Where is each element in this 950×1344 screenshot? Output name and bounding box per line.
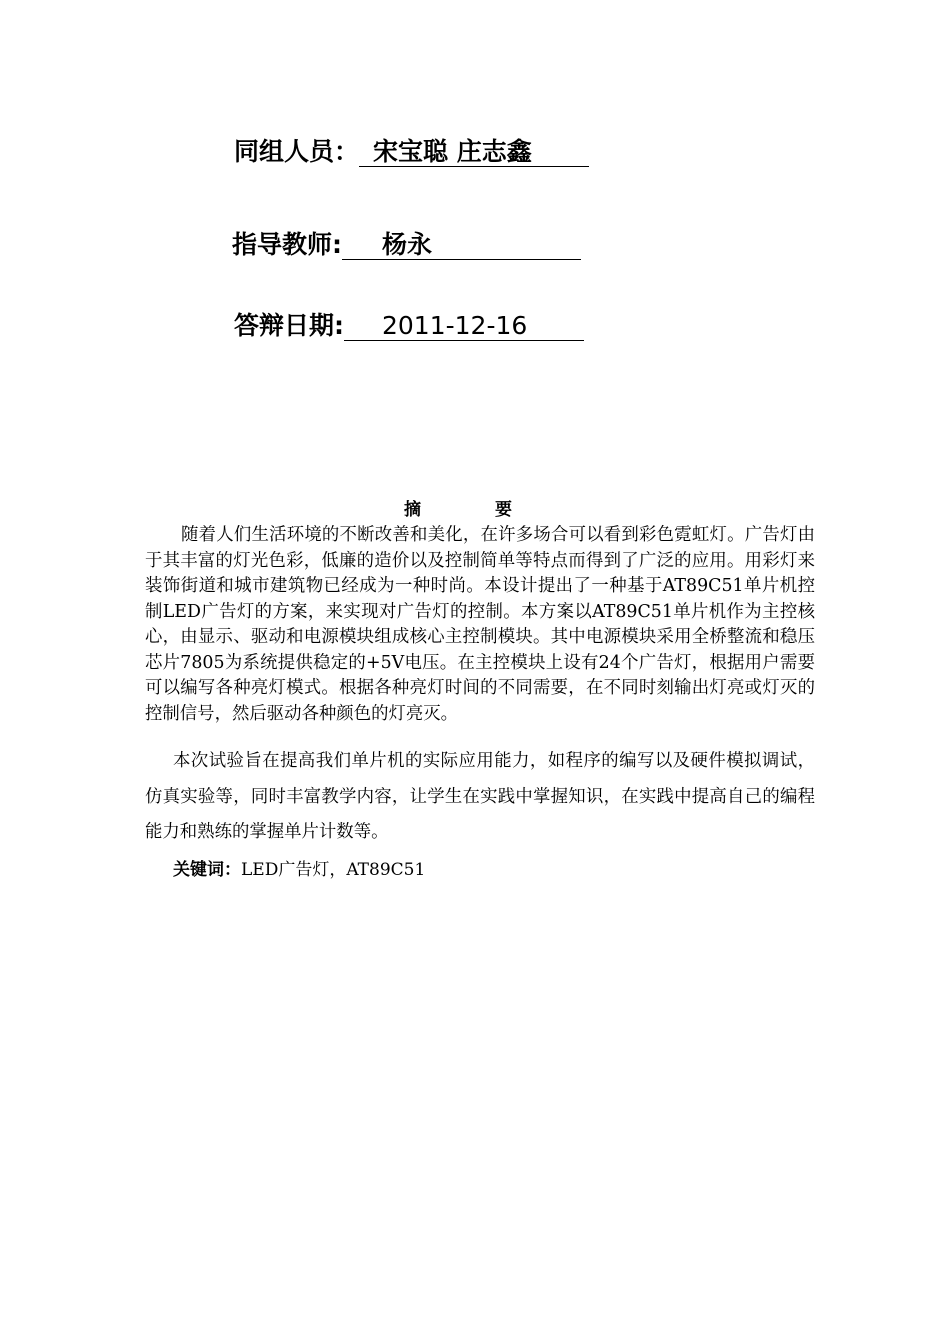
advisor-line [232,228,581,262]
keywords-value: LED广告灯，AT89C51 [241,860,426,880]
abstract-heading [0,499,950,521]
keywords-line [173,858,425,882]
defense-date-line [234,309,584,343]
group-members-line [234,135,589,169]
abstract-body-2 [145,744,815,851]
group-members-label: 同组人员： [234,137,360,166]
defense-date-value: 2011-12-16 [344,312,584,341]
abstract-paragraph-2: 本次试验旨在提高我们单片机的实际应用能力，如程序的编写以及硬件模拟调试，仿真实验等，同时丰富教学内容，让学生在实践中掌握知识，在实践中提高自己的编程能力和熟练的掌握单片计数等。 [145,751,815,842]
group-members-value: 宋宝聪 庄志鑫 [359,138,589,167]
defense-date-label: 答辩日期: [234,311,344,340]
advisor-label: 指导教师: [232,230,342,259]
abstract-paragraph-1: 随着人们生活环境的不断改善和美化，在许多场合可以看到彩色霓虹灯。广告灯由于其丰富的灯光色彩，低廉的造价以及控制简单等特点而得到了广泛的应用。用彩灯来装饰街道和城市建筑物已经成为一种时尚。本设计提出了一种基于AT89C51单片机控制LED广告灯的方案，来实现对广告灯的控制。本方案以AT89C51单片机作为主控核心，由显示、驱动和电源模块组成核心主控制模块。其中电源模块采用全桥整流和稳压芯片7805为系统提供稳定的+5V电压。在主控模块上设有24个广告灯，根据用户需要可以编写各种亮灯模式。根据各种亮灯时间的不同需要，在不同时刻输出灯亮或灯灭的控制信号，然后驱动各种颜色的灯亮灭。 [145,525,815,724]
abstract-body [145,523,815,727]
keywords-label: 关键词： [173,860,241,880]
advisor-value: 杨永 [342,231,581,260]
abstract-heading-text: 摘 要 [404,500,546,520]
